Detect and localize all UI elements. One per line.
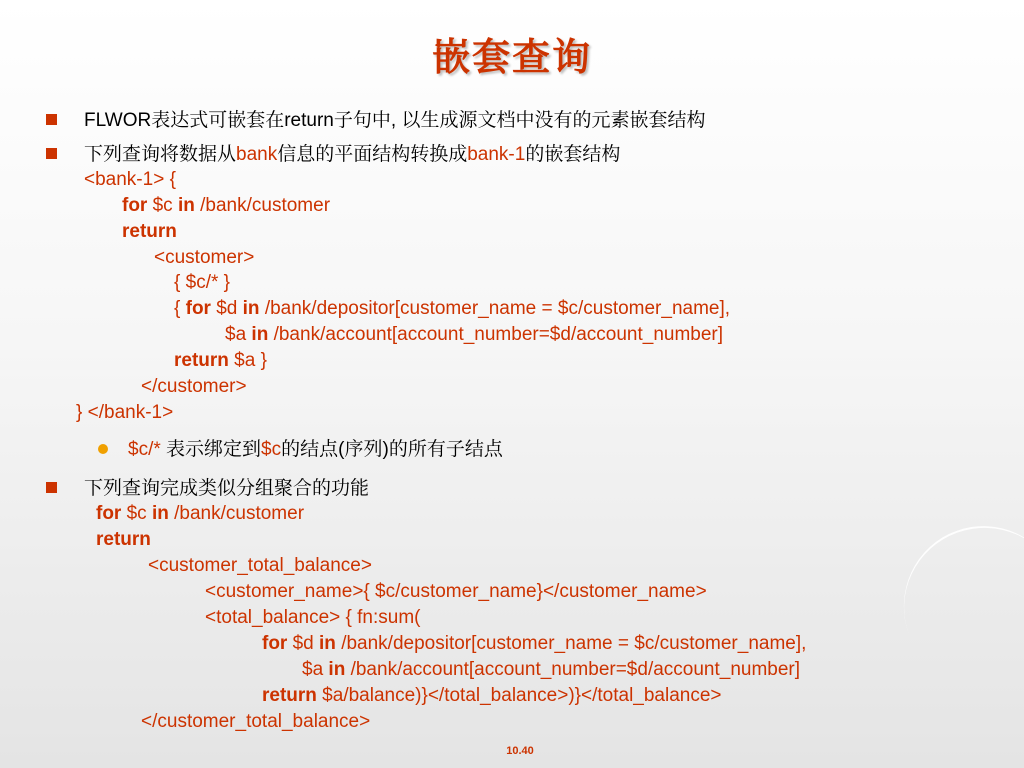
bullet-2-text xyxy=(84,142,620,167)
code2-line-5: <total_balance> { fn:sum( xyxy=(205,607,421,628)
code-seg: /bank/customer xyxy=(194,195,331,216)
text-seg: ( xyxy=(338,439,345,460)
code1-line-8 xyxy=(174,349,267,373)
bank-1-highlight: bank-1 xyxy=(467,144,526,165)
slide-title: 嵌套查询 xyxy=(431,34,592,79)
return-term: return xyxy=(284,110,334,131)
bullet-square-1 xyxy=(46,114,57,125)
sub-bullet-dot xyxy=(98,444,108,454)
code-seg: $a/balance)}</total_balance>)}</total_balance> xyxy=(316,685,722,706)
keyword-in: in xyxy=(251,324,269,345)
text-seg: 子句中 xyxy=(333,109,391,131)
text-seg: 的嵌套结构 xyxy=(525,143,621,165)
keyword-for: for xyxy=(185,298,211,319)
text-seg: 的所有子结点 xyxy=(388,438,503,460)
background-swoosh xyxy=(881,504,1024,711)
code-seg: $c xyxy=(261,439,282,460)
code1-line-7 xyxy=(225,323,723,347)
keyword-for: for xyxy=(262,633,288,654)
bank-highlight: bank xyxy=(236,144,278,165)
code1-line-6 xyxy=(174,297,730,321)
text-seg: 以生成源文档中没有的元素嵌套结构 xyxy=(401,109,706,131)
code1-line-2 xyxy=(122,194,330,218)
code-seg: { xyxy=(174,298,186,319)
text-seg: ) xyxy=(382,439,389,460)
bullet-square-3 xyxy=(46,482,57,493)
code2-line-1 xyxy=(96,502,304,526)
keyword-in: in xyxy=(242,298,260,319)
code2-line-4: <customer_name>{ $c/customer_name}</customer_name> xyxy=(205,581,707,602)
keyword-for: for xyxy=(96,503,122,524)
code-seg: $c xyxy=(121,503,152,524)
page-number: 10.40 xyxy=(506,745,534,757)
text-seg: 表示绑定到 xyxy=(166,438,262,460)
code1-line-10: } </bank-1> xyxy=(76,402,174,423)
text-seg: 的结点 xyxy=(281,438,339,460)
text-seg: 下列查询将数据从 xyxy=(84,143,237,165)
text-seg: 信息的平面结构转换成 xyxy=(277,143,468,165)
code2-line-2 xyxy=(96,528,151,552)
code2-line-6 xyxy=(262,632,806,656)
keyword-in: in xyxy=(177,195,195,216)
code1-line-1: <bank-1> { xyxy=(84,169,176,190)
keyword-in: in xyxy=(151,503,169,524)
keyword-in: in xyxy=(328,659,346,680)
code1-line-4: <customer> xyxy=(154,247,255,268)
text-seg: , xyxy=(390,110,402,131)
bullet-square-2 xyxy=(46,148,57,159)
keyword-return: return xyxy=(122,221,177,242)
code1-line-3 xyxy=(122,220,177,244)
code-seg: $a } xyxy=(228,350,267,371)
code-seg: /bank/account[account_number=$d/account_number] xyxy=(268,324,724,345)
code2-line-9: </customer_total_balance> xyxy=(141,711,371,732)
code1-line-5: { $c/* } xyxy=(174,272,230,293)
flwor-term: FLWOR xyxy=(84,110,152,131)
keyword-return: return xyxy=(96,529,151,550)
code-seg: /bank/depositor[customer_name = $c/customer_name], xyxy=(259,298,731,319)
code-seg: $d xyxy=(210,298,243,319)
code-seg: $c xyxy=(147,195,178,216)
code-seg: /bank/customer xyxy=(168,503,305,524)
code1-line-9: </customer> xyxy=(141,376,247,397)
code-seg: $d xyxy=(287,633,320,654)
keyword-for: for xyxy=(122,195,148,216)
text-seg: 表达式可嵌套在 xyxy=(151,109,285,131)
code2-line-7 xyxy=(302,658,800,682)
code-seg: /bank/account[account_number=$d/account_number] xyxy=(345,659,801,680)
text-seg: 序列 xyxy=(344,438,383,460)
keyword-return: return xyxy=(262,685,317,706)
code2-line-3: <customer_total_balance> xyxy=(148,555,372,576)
code2-line-8 xyxy=(262,684,722,708)
bullet-1-text xyxy=(84,108,705,133)
code-seg: $a xyxy=(302,659,329,680)
keyword-in: in xyxy=(319,633,336,654)
bullet-3-text: 下列查询完成类似分组聚合的功能 xyxy=(84,477,370,499)
code-seg: /bank/depositor[customer_name = $c/customer_name], xyxy=(335,633,807,654)
code-seg: $a xyxy=(225,324,252,345)
sub-bullet-text xyxy=(128,437,503,462)
code-seg: $c/* xyxy=(128,439,167,460)
keyword-return: return xyxy=(174,350,229,371)
